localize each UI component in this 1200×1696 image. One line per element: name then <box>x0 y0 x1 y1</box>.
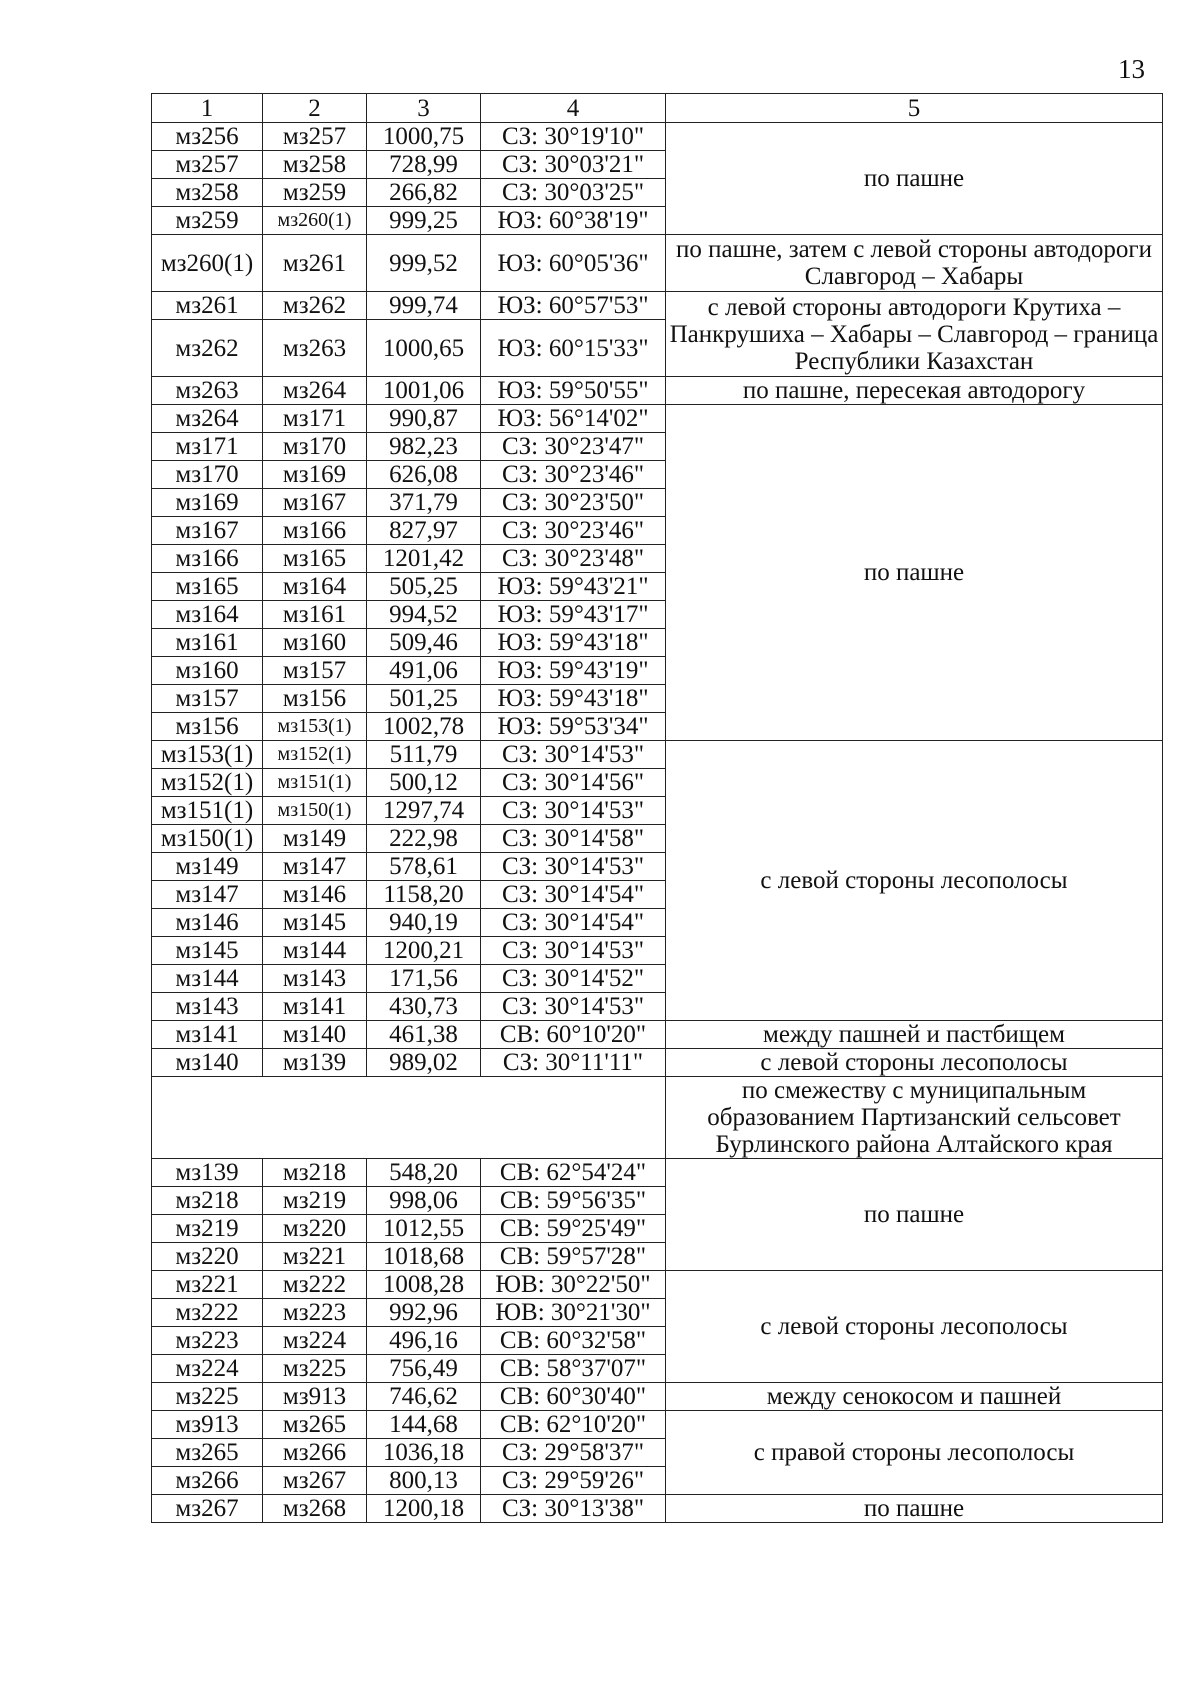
bearing-cell: ЮЗ: 60°15'33" <box>481 320 666 377</box>
to-point-cell: мз153(1) <box>263 713 367 741</box>
length-cell: 505,25 <box>367 573 481 601</box>
to-point-cell: мз147 <box>263 853 367 881</box>
bearing-cell: СЗ: 30°19'10" <box>481 123 666 151</box>
length-cell: 1000,65 <box>367 320 481 377</box>
length-cell: 982,23 <box>367 433 481 461</box>
header-cell: 3 <box>367 94 481 123</box>
table-row <box>152 292 1163 320</box>
length-cell: 496,16 <box>367 1327 481 1355</box>
bearing-cell: СВ: 62°54'24" <box>481 1159 666 1187</box>
length-cell: 1018,68 <box>367 1243 481 1271</box>
description-cell: по пашне <box>666 123 1163 235</box>
bearing-cell: СЗ: 30°14'54" <box>481 909 666 937</box>
length-cell: 500,12 <box>367 769 481 797</box>
to-point-cell: мз264 <box>263 377 367 405</box>
bearing-cell: СЗ: 29°59'26" <box>481 1467 666 1495</box>
bearing-cell: ЮЗ: 59°50'55" <box>481 377 666 405</box>
table-body <box>152 94 1163 1523</box>
to-point-cell: мз169 <box>263 461 367 489</box>
to-point-cell: мз225 <box>263 1355 367 1383</box>
from-point-cell: мз264 <box>152 405 263 433</box>
length-cell: 827,97 <box>367 517 481 545</box>
description-cell: по пашне <box>666 405 1163 741</box>
from-point-cell: мз224 <box>152 1355 263 1383</box>
length-cell: 1201,42 <box>367 545 481 573</box>
from-point-cell: мз149 <box>152 853 263 881</box>
from-point-cell: мз143 <box>152 993 263 1021</box>
bearing-cell: СВ: 60°10'20" <box>481 1021 666 1049</box>
to-point-cell: мз258 <box>263 151 367 179</box>
from-point-cell: мз225 <box>152 1383 263 1411</box>
from-point-cell: мз157 <box>152 685 263 713</box>
from-point-cell: мз259 <box>152 207 263 235</box>
length-cell: 371,79 <box>367 489 481 517</box>
length-cell: 998,06 <box>367 1187 481 1215</box>
table-row <box>152 405 1163 433</box>
length-cell: 266,82 <box>367 179 481 207</box>
to-point-cell: мз146 <box>263 881 367 909</box>
description-cell: с левой стороны автодороги Крутиха – Панкрушиха – Хабары – Славгород – граница Республики Казахстан <box>666 292 1163 377</box>
to-point-cell: мз150(1) <box>263 797 367 825</box>
to-point-cell: мз266 <box>263 1439 367 1467</box>
length-cell: 1200,18 <box>367 1495 481 1523</box>
from-point-cell: мз222 <box>152 1299 263 1327</box>
to-point-cell: мз151(1) <box>263 769 367 797</box>
to-point-cell: мз140 <box>263 1021 367 1049</box>
length-cell: 994,52 <box>367 601 481 629</box>
to-point-cell: мз221 <box>263 1243 367 1271</box>
length-cell: 992,96 <box>367 1299 481 1327</box>
to-point-cell: мз170 <box>263 433 367 461</box>
length-cell: 1297,74 <box>367 797 481 825</box>
length-cell: 626,08 <box>367 461 481 489</box>
bearing-cell: СЗ: 30°13'38" <box>481 1495 666 1523</box>
to-point-cell: мз149 <box>263 825 367 853</box>
blank-cell <box>152 1077 666 1159</box>
description-cell: с левой стороны лесополосы <box>666 741 1163 1021</box>
to-point-cell: мз268 <box>263 1495 367 1523</box>
from-point-cell: мз167 <box>152 517 263 545</box>
bearing-cell: СВ: 58°37'07" <box>481 1355 666 1383</box>
length-cell: 800,13 <box>367 1467 481 1495</box>
length-cell: 578,61 <box>367 853 481 881</box>
from-point-cell: мз913 <box>152 1411 263 1439</box>
description-cell: по пашне, пересекая автодорогу <box>666 377 1163 405</box>
bearing-cell: СВ: 60°32'58" <box>481 1327 666 1355</box>
from-point-cell: мз151(1) <box>152 797 263 825</box>
from-point-cell: мз147 <box>152 881 263 909</box>
bearing-cell: СВ: 60°30'40" <box>481 1383 666 1411</box>
from-point-cell: мз145 <box>152 937 263 965</box>
table-row <box>152 123 1163 151</box>
length-cell: 756,49 <box>367 1355 481 1383</box>
bearing-cell: ЮЗ: 60°57'53" <box>481 292 666 320</box>
from-point-cell: мз267 <box>152 1495 263 1523</box>
from-point-cell: мз161 <box>152 629 263 657</box>
bearing-cell: СЗ: 30°03'21" <box>481 151 666 179</box>
length-cell: 144,68 <box>367 1411 481 1439</box>
from-point-cell: мз156 <box>152 713 263 741</box>
length-cell: 511,79 <box>367 741 481 769</box>
length-cell: 989,02 <box>367 1049 481 1077</box>
length-cell: 1012,55 <box>367 1215 481 1243</box>
to-point-cell: мз166 <box>263 517 367 545</box>
from-point-cell: мз160 <box>152 657 263 685</box>
to-point-cell: мз913 <box>263 1383 367 1411</box>
header-cell: 4 <box>481 94 666 123</box>
length-cell: 1158,20 <box>367 881 481 909</box>
to-point-cell: мз220 <box>263 1215 367 1243</box>
from-point-cell: мз260(1) <box>152 235 263 292</box>
table-row <box>152 741 1163 769</box>
length-cell: 222,98 <box>367 825 481 853</box>
to-point-cell: мз165 <box>263 545 367 573</box>
to-point-cell: мз267 <box>263 1467 367 1495</box>
description-cell: по пашне <box>666 1159 1163 1271</box>
from-point-cell: мз171 <box>152 433 263 461</box>
description-cell: с правой стороны лесополосы <box>666 1411 1163 1495</box>
length-cell: 501,25 <box>367 685 481 713</box>
from-point-cell: мз140 <box>152 1049 263 1077</box>
to-point-cell: мз224 <box>263 1327 367 1355</box>
to-point-cell: мз218 <box>263 1159 367 1187</box>
bearing-cell: СЗ: 30°14'52" <box>481 965 666 993</box>
table-row <box>152 1159 1163 1187</box>
table-row <box>152 377 1163 405</box>
bearing-cell: ЮЗ: 60°38'19" <box>481 207 666 235</box>
length-cell: 999,74 <box>367 292 481 320</box>
to-point-cell: мз171 <box>263 405 367 433</box>
to-point-cell: мз143 <box>263 965 367 993</box>
length-cell: 509,46 <box>367 629 481 657</box>
bearing-cell: СЗ: 30°23'46" <box>481 517 666 545</box>
length-cell: 548,20 <box>367 1159 481 1187</box>
bearing-cell: СВ: 59°25'49" <box>481 1215 666 1243</box>
to-point-cell: мз141 <box>263 993 367 1021</box>
from-point-cell: мз144 <box>152 965 263 993</box>
bearing-cell: ЮВ: 30°22'50" <box>481 1271 666 1299</box>
from-point-cell: мз164 <box>152 601 263 629</box>
bearing-cell: ЮЗ: 59°53'34" <box>481 713 666 741</box>
to-point-cell: мз263 <box>263 320 367 377</box>
from-point-cell: мз146 <box>152 909 263 937</box>
to-point-cell: мз152(1) <box>263 741 367 769</box>
from-point-cell: мз220 <box>152 1243 263 1271</box>
bearing-cell: СЗ: 30°14'53" <box>481 797 666 825</box>
to-point-cell: мз164 <box>263 573 367 601</box>
length-cell: 1200,21 <box>367 937 481 965</box>
from-point-cell: мз165 <box>152 573 263 601</box>
from-point-cell: мз265 <box>152 1439 263 1467</box>
bearing-cell: ЮЗ: 59°43'17" <box>481 601 666 629</box>
bearing-cell: СЗ: 30°23'46" <box>481 461 666 489</box>
bearing-cell: СЗ: 30°14'54" <box>481 881 666 909</box>
from-point-cell: мз139 <box>152 1159 263 1187</box>
table-row <box>152 1021 1163 1049</box>
description-cell: с левой стороны лесополосы <box>666 1271 1163 1383</box>
bearing-cell: СЗ: 30°23'48" <box>481 545 666 573</box>
table-row <box>152 1271 1163 1299</box>
description-cell: с левой стороны лесополосы <box>666 1049 1163 1077</box>
length-cell: 1008,28 <box>367 1271 481 1299</box>
to-point-cell: мз262 <box>263 292 367 320</box>
bearing-cell: ЮВ: 30°21'30" <box>481 1299 666 1327</box>
to-point-cell: мз223 <box>263 1299 367 1327</box>
bearing-cell: СЗ: 30°14'53" <box>481 937 666 965</box>
to-point-cell: мз145 <box>263 909 367 937</box>
bearing-cell: СЗ: 30°14'58" <box>481 825 666 853</box>
length-cell: 728,99 <box>367 151 481 179</box>
from-point-cell: мз257 <box>152 151 263 179</box>
description-cell: между пашней и пастбищем <box>666 1021 1163 1049</box>
to-point-cell: мз222 <box>263 1271 367 1299</box>
to-point-cell: мз219 <box>263 1187 367 1215</box>
header-row <box>152 94 1163 123</box>
length-cell: 1001,06 <box>367 377 481 405</box>
bearing-cell: СВ: 59°56'35" <box>481 1187 666 1215</box>
to-point-cell: мз144 <box>263 937 367 965</box>
description-cell: между сенокосом и пашней <box>666 1383 1163 1411</box>
table-row <box>152 235 1163 292</box>
to-point-cell: мз167 <box>263 489 367 517</box>
from-point-cell: мз261 <box>152 292 263 320</box>
bearing-cell: СЗ: 30°03'25" <box>481 179 666 207</box>
to-point-cell: мз257 <box>263 123 367 151</box>
from-point-cell: мз218 <box>152 1187 263 1215</box>
length-cell: 746,62 <box>367 1383 481 1411</box>
bearing-cell: ЮЗ: 60°05'36" <box>481 235 666 292</box>
boundary-table <box>151 93 1163 1523</box>
to-point-cell: мз139 <box>263 1049 367 1077</box>
length-cell: 940,19 <box>367 909 481 937</box>
from-point-cell: мз152(1) <box>152 769 263 797</box>
bearing-cell: СЗ: 30°11'11" <box>481 1049 666 1077</box>
to-point-cell: мз260(1) <box>263 207 367 235</box>
to-point-cell: мз161 <box>263 601 367 629</box>
length-cell: 430,73 <box>367 993 481 1021</box>
length-cell: 999,25 <box>367 207 481 235</box>
from-point-cell: мз223 <box>152 1327 263 1355</box>
length-cell: 491,06 <box>367 657 481 685</box>
length-cell: 990,87 <box>367 405 481 433</box>
header-cell: 2 <box>263 94 367 123</box>
from-point-cell: мз153(1) <box>152 741 263 769</box>
table-row <box>152 1411 1163 1439</box>
bearing-cell: СЗ: 30°14'53" <box>481 993 666 1021</box>
bearing-cell: ЮЗ: 56°14'02" <box>481 405 666 433</box>
to-point-cell: мз265 <box>263 1411 367 1439</box>
from-point-cell: мз262 <box>152 320 263 377</box>
bearing-cell: СЗ: 30°23'50" <box>481 489 666 517</box>
header-cell: 1 <box>152 94 263 123</box>
header-cell: 5 <box>666 94 1163 123</box>
to-point-cell: мз259 <box>263 179 367 207</box>
bearing-cell: СЗ: 30°14'53" <box>481 741 666 769</box>
to-point-cell: мз261 <box>263 235 367 292</box>
merged-row <box>152 1077 1163 1159</box>
length-cell: 1002,78 <box>367 713 481 741</box>
table-row <box>152 1383 1163 1411</box>
length-cell: 1036,18 <box>367 1439 481 1467</box>
bearing-cell: ЮЗ: 59°43'18" <box>481 685 666 713</box>
bearing-cell: ЮЗ: 59°43'18" <box>481 629 666 657</box>
length-cell: 1000,75 <box>367 123 481 151</box>
bearing-cell: СЗ: 30°14'53" <box>481 853 666 881</box>
from-point-cell: мз266 <box>152 1467 263 1495</box>
page-number: 13 <box>1118 54 1145 84</box>
from-point-cell: мз169 <box>152 489 263 517</box>
length-cell: 461,38 <box>367 1021 481 1049</box>
description-cell: по смежеству с муниципальным образованием Партизанский сельсовет Бурлинского района Алтайского края <box>666 1077 1163 1159</box>
to-point-cell: мз156 <box>263 685 367 713</box>
from-point-cell: мз263 <box>152 377 263 405</box>
from-point-cell: мз219 <box>152 1215 263 1243</box>
bearing-cell: СЗ: 29°58'37" <box>481 1439 666 1467</box>
length-cell: 171,56 <box>367 965 481 993</box>
from-point-cell: мз141 <box>152 1021 263 1049</box>
from-point-cell: мз170 <box>152 461 263 489</box>
to-point-cell: мз160 <box>263 629 367 657</box>
from-point-cell: мз166 <box>152 545 263 573</box>
bearing-cell: СВ: 62°10'20" <box>481 1411 666 1439</box>
from-point-cell: мз150(1) <box>152 825 263 853</box>
bearing-cell: ЮЗ: 59°43'19" <box>481 657 666 685</box>
bearing-cell: ЮЗ: 59°43'21" <box>481 573 666 601</box>
length-cell: 999,52 <box>367 235 481 292</box>
bearing-cell: СЗ: 30°14'56" <box>481 769 666 797</box>
table-row <box>152 1495 1163 1523</box>
table-row <box>152 1049 1163 1077</box>
description-cell: по пашне, затем с левой стороны автодороги Славгород – Хабары <box>666 235 1163 292</box>
from-point-cell: мз256 <box>152 123 263 151</box>
from-point-cell: мз221 <box>152 1271 263 1299</box>
description-cell: по пашне <box>666 1495 1163 1523</box>
bearing-cell: СВ: 59°57'28" <box>481 1243 666 1271</box>
to-point-cell: мз157 <box>263 657 367 685</box>
bearing-cell: СЗ: 30°23'47" <box>481 433 666 461</box>
from-point-cell: мз258 <box>152 179 263 207</box>
